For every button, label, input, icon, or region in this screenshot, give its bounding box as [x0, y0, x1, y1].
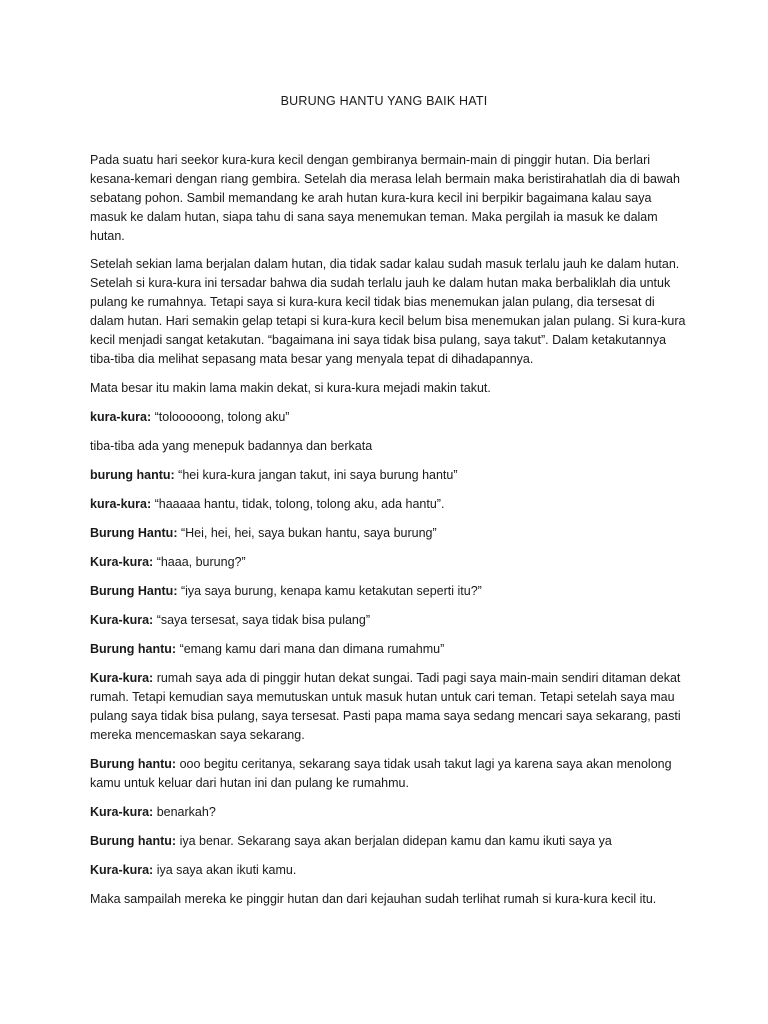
dialogue-text: “tolooooong, tolong aku” — [151, 410, 290, 424]
closing-narration — [90, 890, 690, 909]
dialogue-text: “hei kura-kura jangan takut, ini saya burung hantu” — [174, 468, 458, 482]
dialogue-line — [90, 582, 690, 601]
dialogue-line — [90, 611, 690, 630]
dialogue-text: “haaaaa hantu, tidak, tolong, tolong aku, ada hantu”. — [151, 497, 445, 511]
dialogue-speaker: Burung Hantu: — [90, 584, 178, 598]
dialogue-text: “iya saya burung, kenapa kamu ketakutan seperti itu?” — [177, 584, 482, 598]
dialogue-speaker: Kura-kura: — [90, 613, 154, 627]
dialogue-line — [90, 553, 690, 572]
dialogue-speaker: Burung hantu: — [90, 757, 177, 771]
dialogue-text: iya benar. Sekarang saya akan berjalan didepan kamu dan kamu ikuti saya ya — [176, 834, 612, 848]
dialogue-text: iya saya akan ikuti kamu. — [153, 863, 297, 877]
dialogue-text: “emang kamu dari mana dan dimana rumahmu” — [176, 642, 445, 656]
narrative-paragraph-1: Pada suatu hari seekor kura-kura kecil dengan gembiranya bermain-main di pinggir hutan. Dia berlari kesana-kemari dengan riang gembira. Setelah dia merasa lelah bermain maka beristirahatlah dia di bawah sebatang pohon. Sambil memandang ke arah hutan kura-kura kecil ini berpikir bagaimana kalau saya masuk ke dalam hutan, siapa tahu di sana saya menemukan teman. Maka pergilah ia masuk ke dalam hutan. — [90, 153, 680, 243]
dialogue-speaker: burung hantu: — [90, 468, 175, 482]
dialogue-speaker: Kura-kura: — [90, 555, 154, 569]
dialogue-text: “haaa, burung?” — [153, 555, 246, 569]
dialogue-text: rumah saya ada di pinggir hutan dekat sungai. Tadi pagi saya main-main sendiri ditaman dekat rumah. Tetapi kemudian saya memutuskan untuk masuk hutan untuk cari teman. Tetapi setelah saya mau pulang saya tidak bisa pulang, saya tersesat. Pasti papa mama saya sedang mencari saya sekarang, pasti mereka mencemaskan saya sekarang. — [90, 671, 681, 742]
dialogue-text: Maka sampailah mereka ke pinggir hutan dan dari kejauhan sudah terlihat rumah si kura-kura kecil itu. — [90, 892, 657, 906]
dialogue-speaker: Burung hantu: — [90, 642, 177, 656]
dialogue-speaker: kura-kura: — [90, 410, 152, 424]
dialogue-text: tiba-tiba ada yang menepuk badannya dan berkata — [90, 439, 373, 453]
dialogue-speaker: Kura-kura: — [90, 671, 154, 685]
dialogue-line — [90, 495, 690, 514]
story-title: BURUNG HANTU YANG BAIK HATI — [280, 94, 488, 108]
dialogue-speaker: Burung Hantu: — [90, 526, 178, 540]
narration-line — [90, 437, 690, 456]
dialogue-text: “saya tersesat, saya tidak bisa pulang” — [153, 613, 370, 627]
dialogue-line — [90, 755, 690, 793]
dialogue-line — [90, 640, 690, 659]
dialogue-speaker: kura-kura: — [90, 497, 152, 511]
dialogue-text: ooo begitu ceritanya, sekarang saya tidak usah takut lagi ya karena saya akan menolong kamu untuk keluar dari hutan ini dan pulang ke rumahmu. — [90, 757, 672, 790]
dialogue-speaker: Kura-kura: — [90, 805, 154, 819]
dialogue-line — [90, 803, 690, 822]
dialogue-line — [90, 832, 690, 851]
dialogue-line — [90, 669, 690, 745]
dialogue-text: benarkah? — [153, 805, 216, 819]
narrative-paragraph-2: Setelah sekian lama berjalan dalam hutan, dia tidak sadar kalau sudah masuk terlalu jauh ke dalam hutan. Setelah si kura-kura ini tersadar bahwa dia sudah terlalu jauh ke dalam hutan maka berbaliklah dia untuk pulang ke rumahnya. Tetapi saya si kura-kura kecil tidak bias menemukan jalan pulang, dia tersesat di dalam hutan. Hari semakin gelap tetapi si kura-kura kecil belum bisa menemukan jalan pulang. Si kura-kura kecil menjadi sangat ketakutan. “bagaimana ini saya tidak bisa pulang, saya takut”. Dalam ketakutannya tiba-tiba dia melihat sepasang mata besar yang menyala tepat di dihadapannya. — [90, 257, 686, 366]
narrative-paragraph-3: Mata besar itu makin lama makin dekat, si kura-kura mejadi makin takut. — [90, 381, 491, 395]
dialogue-line — [90, 408, 690, 427]
dialogue-line — [90, 524, 690, 543]
dialogue-speaker: Kura-kura: — [90, 863, 154, 877]
dialogue-line — [90, 466, 690, 485]
dialogue-line — [90, 861, 690, 880]
dialogue-text: “Hei, hei, hei, saya bukan hantu, saya burung” — [177, 526, 437, 540]
story-body — [90, 151, 690, 919]
dialogue-speaker: Burung hantu: — [90, 834, 177, 848]
